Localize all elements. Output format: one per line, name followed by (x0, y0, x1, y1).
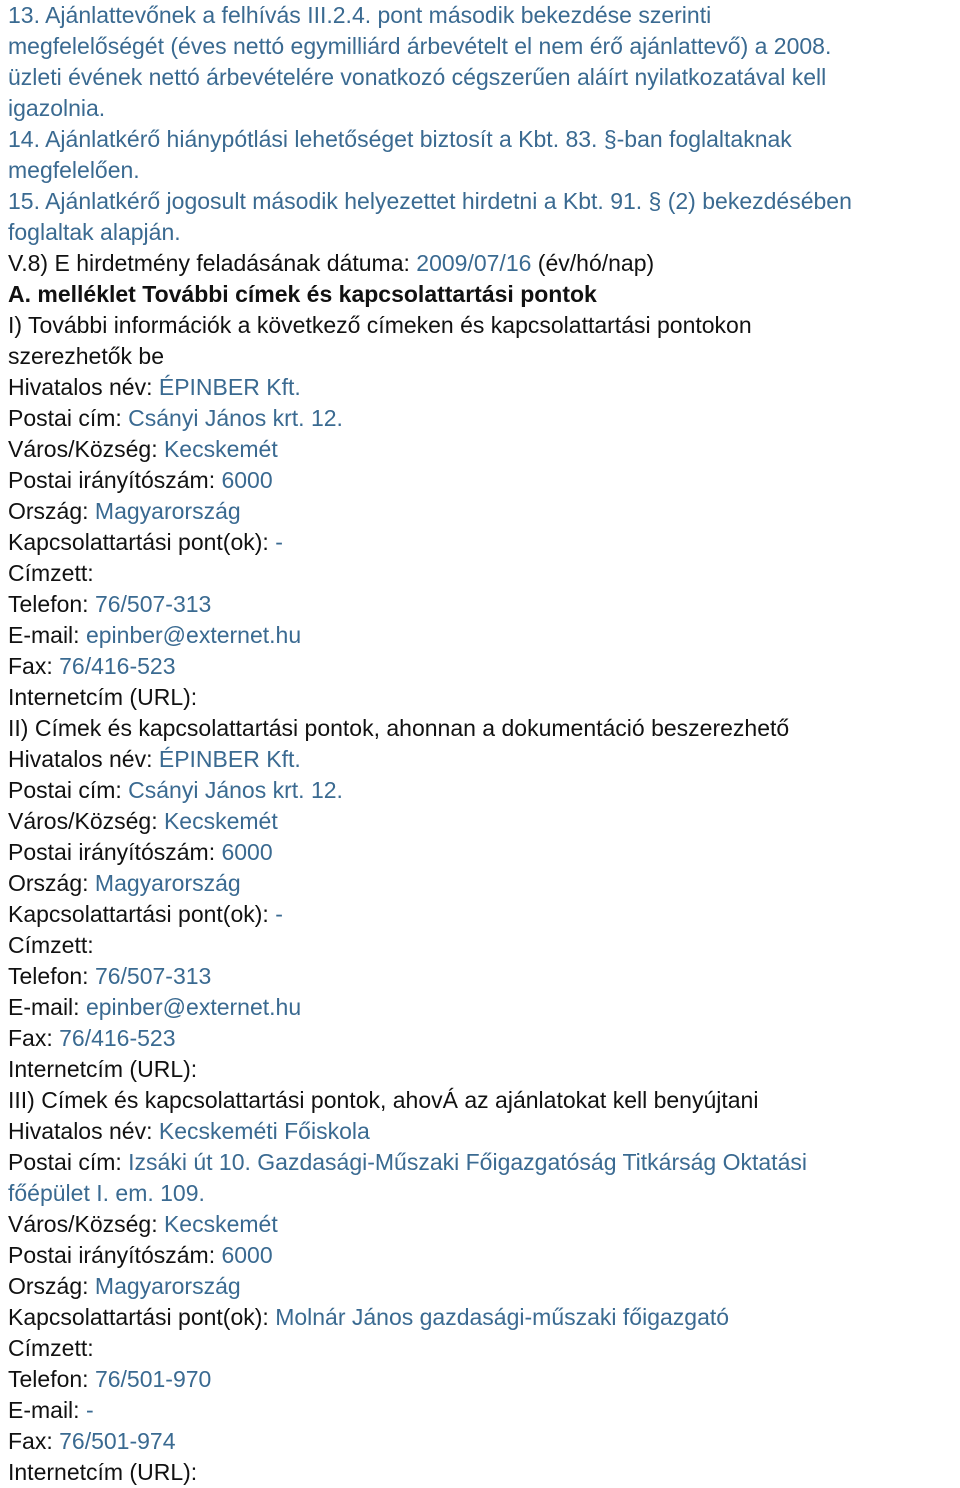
email-label: E-mail: (8, 994, 86, 1020)
name-value: Kecskeméti Főiskola (158, 1118, 370, 1144)
section3-heading: III) Címek és kapcsolattartási pontok, ahovÁ az ajánlatokat kell benyújtani (8, 1087, 759, 1113)
address-value: Csányi János krt. 12. (128, 777, 343, 803)
section1-name-row (8, 372, 952, 403)
phone-label: Telefon: (8, 591, 95, 617)
item-13-line-2: megfelelőségét (éves nettó egymilliárd árbevételt el nem érő ajánlattevő) a 2008. (8, 33, 832, 59)
section1-fax-row (8, 651, 952, 682)
section1-url-label: Internetcím (URL): (8, 684, 198, 710)
city-label: Város/Község: (8, 808, 164, 834)
section3-attention-label: Címzett: (8, 1335, 94, 1361)
email-label: E-mail: (8, 622, 86, 648)
section3-city-row (8, 1209, 952, 1240)
contact-value: - (275, 529, 283, 555)
city-value: Kecskemét (163, 1211, 278, 1237)
section1-attention-label: Címzett: (8, 560, 94, 586)
name-value: ÉPINBER Kft. (158, 746, 301, 772)
name-value: ÉPINBER Kft. (158, 374, 301, 400)
country-value: Magyarország (94, 870, 241, 896)
section3-zip-row (8, 1240, 952, 1271)
fax-label: Fax: (8, 653, 60, 679)
country-value: Magyarország (94, 1273, 241, 1299)
address-label: Postai cím: (8, 405, 129, 431)
section2-zip-row (8, 837, 952, 868)
phone-label: Telefon: (8, 963, 95, 989)
section3-phone-row (8, 1364, 952, 1395)
zip-value: 6000 (221, 467, 273, 493)
name-label: Hivatalos név: (8, 374, 159, 400)
zip-label: Postai irányítószám: (8, 1242, 222, 1268)
section1-heading-line-2: szerezhetők be (8, 343, 164, 369)
section2-contact-row (8, 899, 952, 930)
name-label: Hivatalos név: (8, 1118, 159, 1144)
item-14-line-1: 14. Ajánlatkérő hiánypótlási lehetőséget biztosít a Kbt. 83. §-ban foglaltaknak (8, 126, 792, 152)
section1-zip-row (8, 465, 952, 496)
country-label: Ország: (8, 870, 95, 896)
email-value: epinber@externet.hu (85, 622, 302, 648)
section3-country-row (8, 1271, 952, 1302)
zip-value: 6000 (221, 1242, 273, 1268)
fax-label: Fax: (8, 1025, 60, 1051)
address-value-line-1: Izsáki út 10. Gazdasági-Műszaki Főigazgatóság Titkárság Oktatási (128, 1149, 807, 1175)
name-label: Hivatalos név: (8, 746, 159, 772)
item-13-line-1: 13. Ajánlattevőnek a felhívás III.2.4. pont második bekezdése szerinti (8, 2, 712, 28)
section3-fax-row (8, 1426, 952, 1457)
section2-address-row (8, 775, 952, 806)
phone-value: 76/507-313 (94, 591, 212, 617)
section3-url-label: Internetcím (URL): (8, 1459, 198, 1485)
section3-address-row (8, 1147, 952, 1178)
section2-email-row (8, 992, 952, 1023)
fax-value: 76/416-523 (59, 653, 176, 679)
section1-country-row (8, 496, 952, 527)
section2-attention-label: Címzett: (8, 932, 94, 958)
country-value: Magyarország (94, 498, 241, 524)
section2-city-row (8, 806, 952, 837)
item-15-line-2: foglaltak alapján. (8, 219, 181, 245)
contact-value: Molnár János gazdasági-műszaki főigazgató (275, 1304, 730, 1330)
section1-city-row (8, 434, 952, 465)
zip-label: Postai irányítószám: (8, 467, 222, 493)
section2-phone-row (8, 961, 952, 992)
phone-value: 76/507-313 (94, 963, 212, 989)
section2-country-row (8, 868, 952, 899)
section1-address-row (8, 403, 952, 434)
item-14-line-2: megfelelően. (8, 157, 140, 183)
section3-name-row (8, 1116, 952, 1147)
section2-url-label: Internetcím (URL): (8, 1056, 198, 1082)
dispatch-date-suffix: (év/hó/nap) (531, 250, 655, 276)
section3-contact-row (8, 1302, 952, 1333)
contact-value: - (275, 901, 283, 927)
city-value: Kecskemét (163, 808, 278, 834)
dispatch-date-row (8, 248, 952, 279)
address-label: Postai cím: (8, 777, 129, 803)
country-label: Ország: (8, 498, 95, 524)
city-label: Város/Község: (8, 436, 164, 462)
zip-label: Postai irányítószám: (8, 839, 222, 865)
fax-value: 76/501-974 (59, 1428, 176, 1454)
section1-phone-row (8, 589, 952, 620)
section3-email-row (8, 1395, 952, 1426)
section2-heading: II) Címek és kapcsolattartási pontok, ahonnan a dokumentáció beszerezhető (8, 715, 790, 741)
phone-value: 76/501-970 (94, 1366, 212, 1392)
section2-name-row (8, 744, 952, 775)
email-label: E-mail: (8, 1397, 86, 1423)
contact-label: Kapcsolattartási pont(ok): (8, 529, 276, 555)
dispatch-date-label: V.8) E hirdetmény feladásának dátuma: (8, 250, 417, 276)
contact-label: Kapcsolattartási pont(ok): (8, 901, 276, 927)
email-value: epinber@externet.hu (85, 994, 302, 1020)
annex-title: A. melléklet További címek és kapcsolattartási pontok (8, 281, 597, 307)
dispatch-date-value: 2009/07/16 (416, 250, 532, 276)
zip-value: 6000 (221, 839, 273, 865)
section1-contact-row (8, 527, 952, 558)
city-value: Kecskemét (163, 436, 278, 462)
item-15-line-1: 15. Ajánlatkérő jogosult második helyezettet hirdetni a Kbt. 91. § (2) bekezdésében (8, 188, 852, 214)
address-value: Csányi János krt. 12. (128, 405, 343, 431)
phone-label: Telefon: (8, 1366, 95, 1392)
section1-heading-line-1: I) További információk a következő címeken és kapcsolattartási pontokon (8, 312, 752, 338)
section2-fax-row (8, 1023, 952, 1054)
city-label: Város/Község: (8, 1211, 164, 1237)
address-label: Postai cím: (8, 1149, 129, 1175)
item-13-line-4: igazolnia. (8, 95, 106, 121)
email-value: - (85, 1397, 94, 1423)
country-label: Ország: (8, 1273, 95, 1299)
contact-label: Kapcsolattartási pont(ok): (8, 1304, 276, 1330)
fax-label: Fax: (8, 1428, 60, 1454)
section1-email-row (8, 620, 952, 651)
fax-value: 76/416-523 (59, 1025, 176, 1051)
item-13-line-3: üzleti évének nettó árbevételére vonatkozó cégszerűen aláírt nyilatkozatával kell (8, 64, 827, 90)
section3-address-line-2: főépület I. em. 109. (8, 1180, 205, 1206)
